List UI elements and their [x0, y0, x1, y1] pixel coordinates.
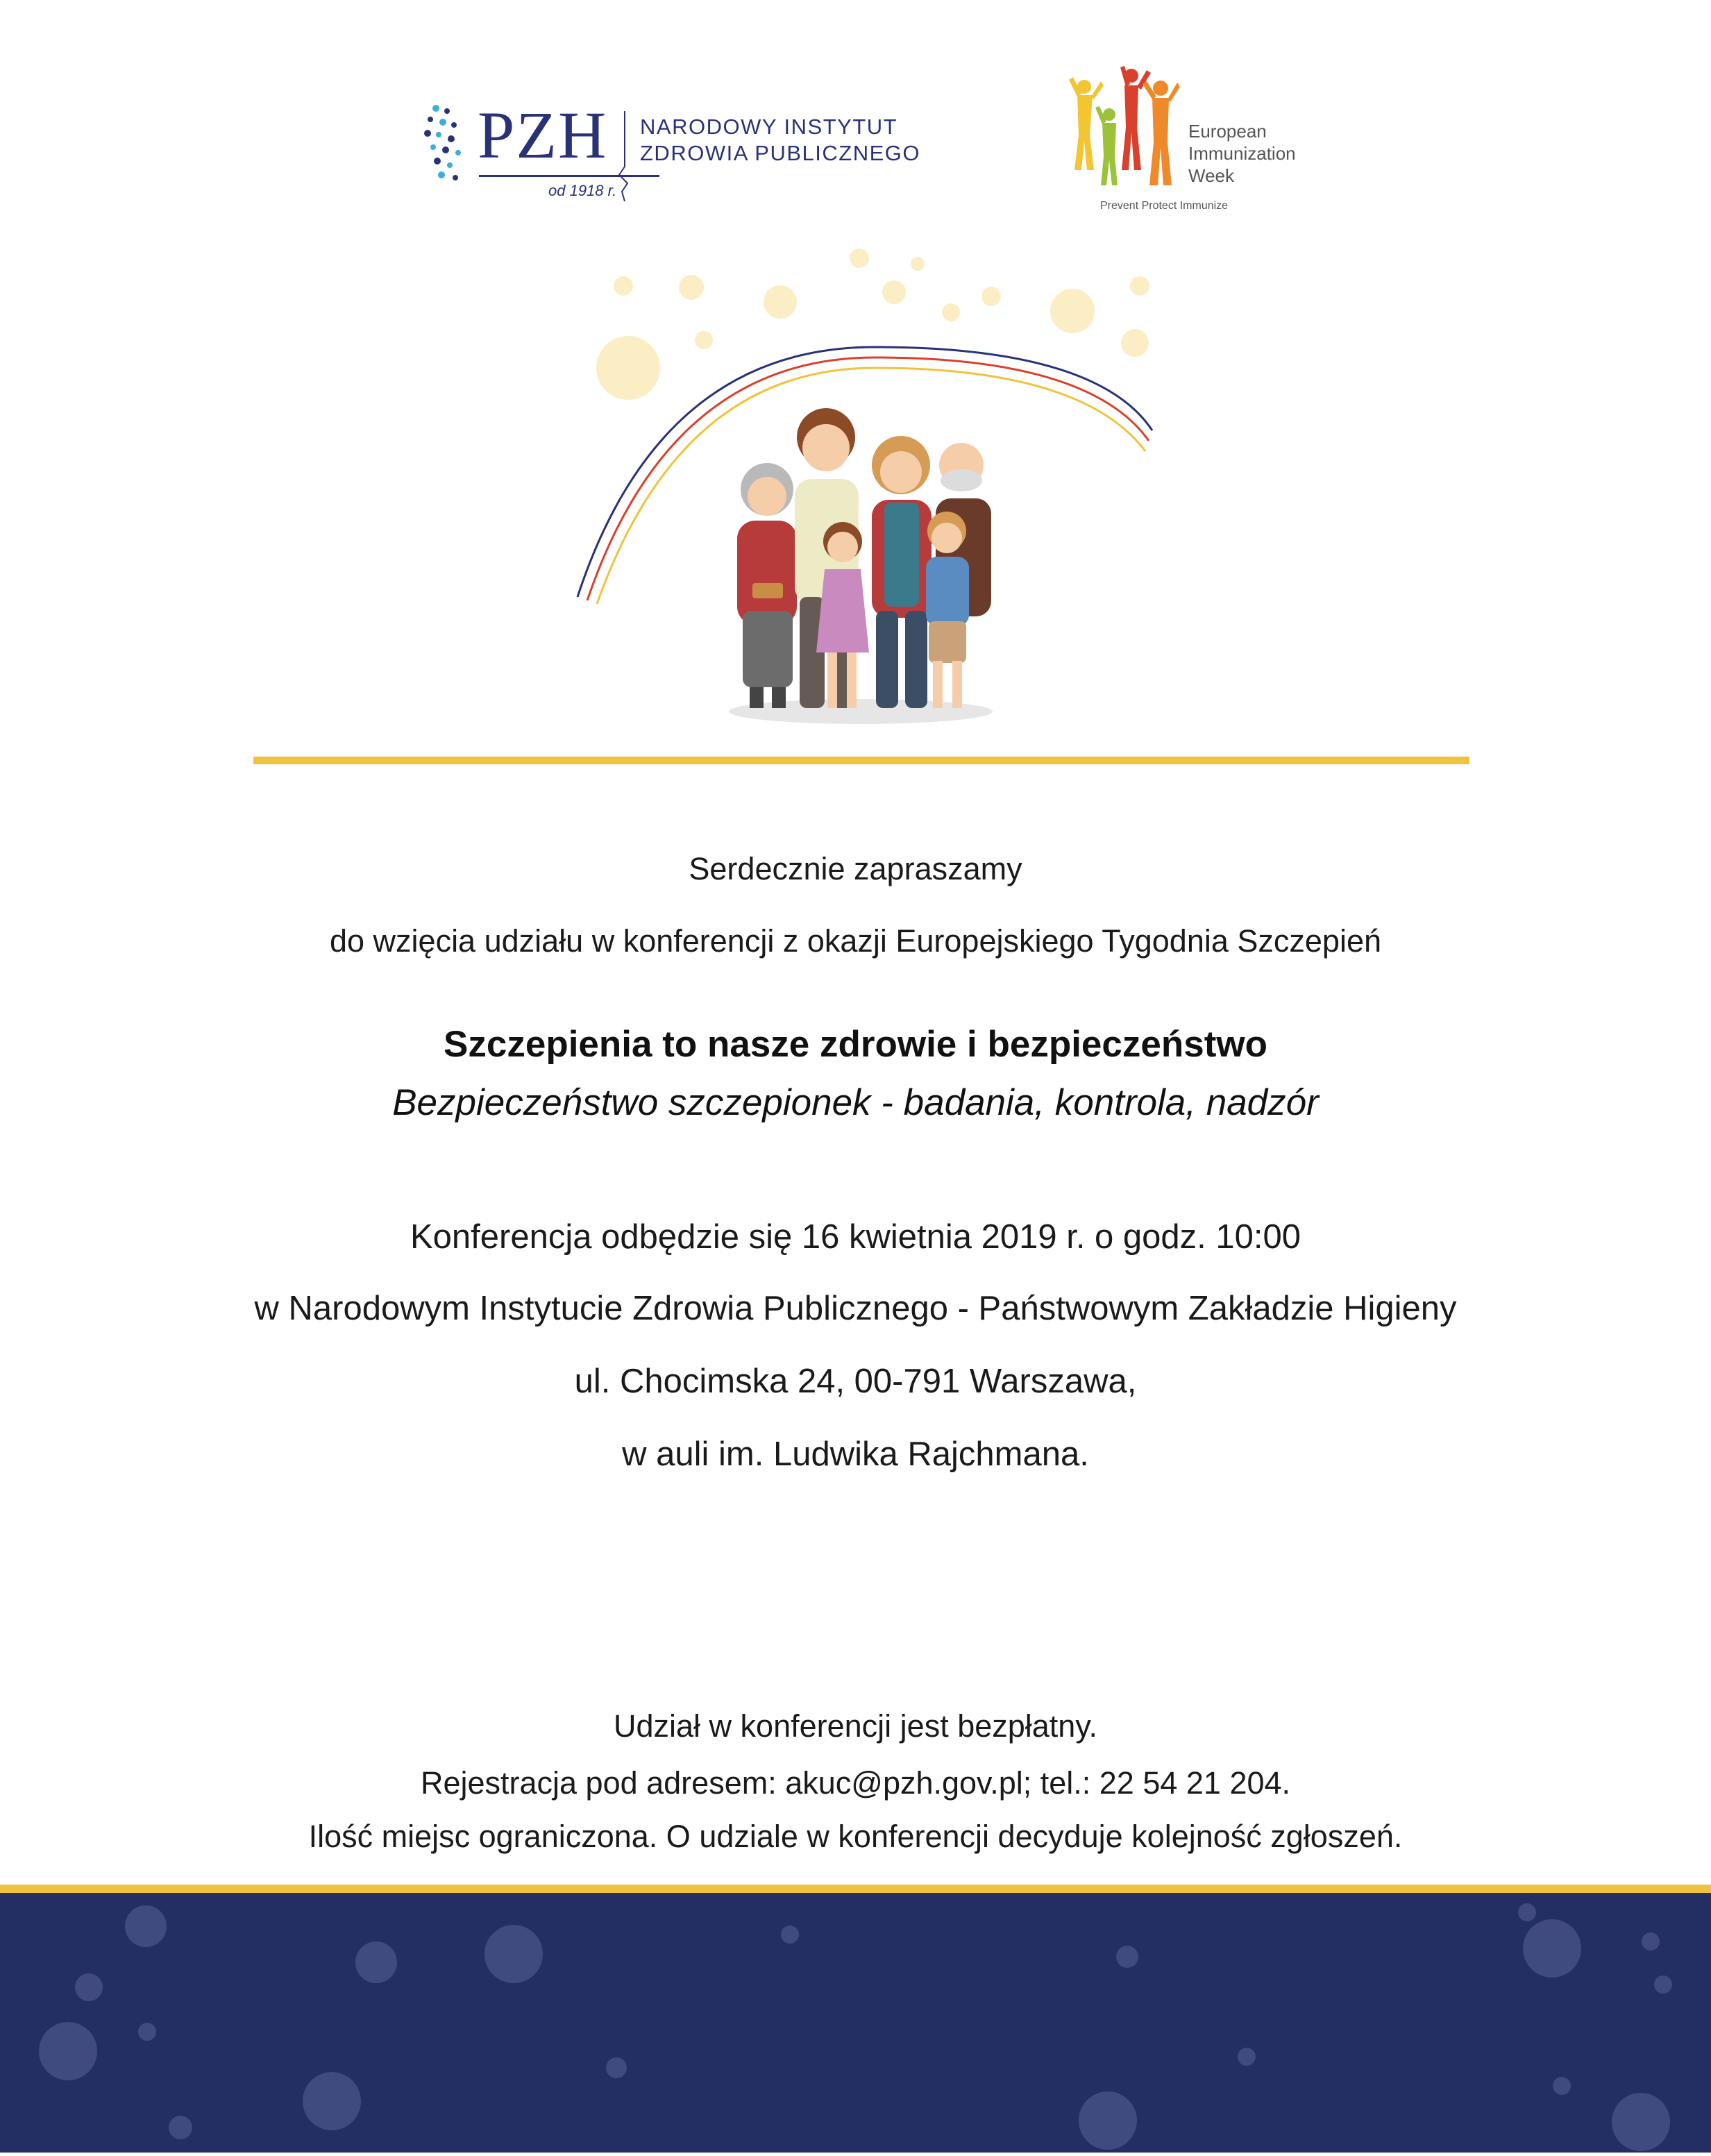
conference-hall: w auli im. Ludwika Rajchmana. [622, 1435, 1089, 1473]
conference-date: Konferencja odbędzie się 16 kwietnia 2019 r. o godz. 10:00 [410, 1218, 1301, 1256]
pzh-institute-name [640, 114, 920, 167]
pulse-line-icon [611, 111, 639, 201]
conference-subtitle: Bezpieczeństwo szczepionek - badania, kontrola, nadzór [392, 1082, 1319, 1123]
dna-dots-icon [423, 103, 472, 186]
grandmother-figure [737, 463, 797, 708]
note-registration: Rejestracja pod adresem: akuc@pzh.gov.pl; tel.: 22 54 21 204. [420, 1765, 1291, 1801]
footer-gold-stripe [0, 1885, 1711, 1893]
pzh-name-line2: ZDROWIA PUBLICZNEGO [640, 141, 920, 165]
footer-band [0, 1893, 1711, 2153]
eiw-name [1188, 120, 1296, 187]
conference-venue: w Narodowym Instytucie Zdrowia Publicznego - Państwowym Zakładzie Higieny [254, 1290, 1457, 1327]
mother-figure [872, 436, 932, 708]
family-illustration [555, 236, 1180, 736]
jumping-figures-icon [1069, 66, 1180, 187]
eiw-name-line1: European [1188, 121, 1267, 142]
eiw-tagline: Prevent Protect Immunize [1100, 200, 1229, 212]
rainbow-arcs [578, 347, 1152, 604]
invitation-greeting: Serdecznie zapraszamy [689, 851, 1022, 886]
gold-divider [253, 757, 1469, 764]
pzh-name-line1: NARODOWY INSTYTUT [640, 115, 898, 139]
pzh-logo [423, 97, 937, 215]
boy-figure [926, 512, 969, 708]
eiw-name-line3: Week [1188, 165, 1234, 186]
conference-address: ul. Chocimska 24, 00-791 Warszawa, [574, 1363, 1137, 1400]
note-limited-seats: Ilość miejsc ograniczona. O udziale w konferencji decyduje kolejność zgłoszeń. [308, 1819, 1403, 1854]
invitation-text: do wzięcia udziału w konferencji z okazji Europejskiego Tygodnia Szczepień [329, 923, 1381, 959]
bubbles-decoration [596, 249, 1149, 400]
note-free-participation: Udział w konferencji jest bezpłatny. [614, 1708, 1097, 1744]
pzh-wordmark: PZH [478, 98, 608, 172]
pzh-since: od 1918 r. [548, 182, 617, 199]
eiw-name-line2: Immunization [1188, 143, 1296, 164]
footer-bubbles-decoration [0, 1893, 1711, 2153]
conference-title: Szczepienia to nasze zdrowie i bezpieczeństwo [444, 1024, 1267, 1065]
eiw-logo [1069, 66, 1333, 226]
